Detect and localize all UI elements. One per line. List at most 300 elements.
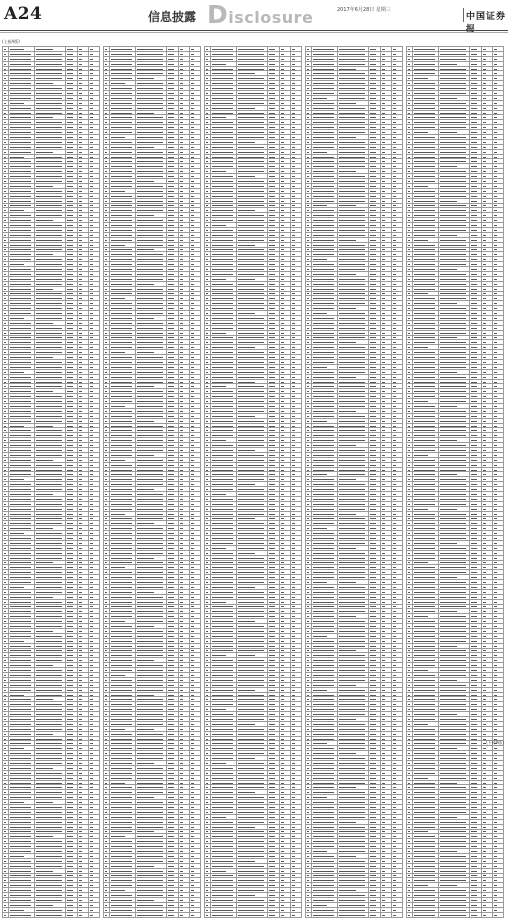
fine-print-text (36, 210, 62, 211)
fine-print-text (191, 421, 194, 422)
fine-print-text (4, 704, 6, 705)
fine-print-text (67, 807, 73, 808)
fine-print-text (180, 470, 183, 471)
fine-print-text (168, 900, 174, 901)
fine-print-text (180, 88, 183, 89)
fine-print-text (10, 274, 31, 275)
fine-print-text (168, 567, 174, 568)
fine-print-text (168, 93, 174, 94)
fine-print-text (281, 132, 284, 133)
fine-print-text (79, 719, 82, 720)
fine-print-text (105, 890, 107, 891)
fine-print-text (67, 78, 73, 79)
fine-print-text (111, 132, 132, 133)
fine-print-text (10, 337, 31, 338)
fine-print-text (191, 875, 194, 876)
fine-print-text (90, 426, 93, 427)
fine-print-text (111, 186, 132, 187)
fine-print-text (238, 78, 264, 79)
fine-print-text (79, 465, 82, 466)
fine-print-text (36, 69, 62, 70)
fine-print-text (67, 514, 73, 515)
fine-print-text (191, 880, 194, 881)
fine-print-text (292, 171, 295, 172)
fine-print-text (36, 416, 62, 417)
fine-print-text (111, 504, 132, 505)
fine-print-text (191, 54, 194, 55)
fine-print-text (79, 626, 82, 627)
fine-print-text (67, 812, 73, 813)
fine-print-text (67, 895, 73, 896)
fine-print-text (90, 69, 93, 70)
fine-print-text (4, 514, 6, 515)
fine-print-text (10, 181, 31, 182)
fine-print-text (168, 602, 174, 603)
fine-print-text (90, 274, 93, 275)
fine-print-text (111, 597, 132, 598)
fine-print-text (180, 792, 183, 793)
fine-print-text (79, 367, 82, 368)
fine-print-text (10, 196, 31, 197)
fine-print-text (10, 440, 31, 441)
fine-print-text (180, 567, 183, 568)
fine-print-text (10, 59, 31, 60)
fine-print-text (36, 440, 62, 441)
fine-print-text (168, 269, 174, 270)
fine-print-text (111, 137, 125, 138)
fine-print-text (36, 382, 62, 383)
fine-print-text (269, 73, 275, 74)
fine-print-text (105, 724, 107, 725)
fine-print-text (36, 685, 62, 686)
fine-print-text (67, 533, 73, 534)
fine-print-text (79, 137, 82, 138)
fine-print-text (105, 768, 107, 769)
fine-print-text (67, 871, 73, 872)
fine-print-text (10, 426, 24, 427)
fine-print-text (111, 714, 132, 715)
fine-print-text (105, 709, 107, 710)
fine-print-text (191, 396, 194, 397)
fine-print-text (168, 548, 174, 549)
fine-print-text (90, 108, 93, 109)
fine-print-text (180, 152, 183, 153)
fine-print-text (180, 98, 183, 99)
fine-print-text (67, 611, 73, 612)
fine-print-text (137, 337, 163, 338)
fine-print-text (206, 73, 208, 74)
fine-print-text (10, 166, 31, 167)
fine-print-text (238, 98, 264, 99)
fine-print-text (191, 342, 194, 343)
fine-print-text (206, 98, 208, 99)
fine-print-text (180, 836, 183, 837)
fine-print-text (137, 377, 163, 378)
fine-print-text (180, 269, 183, 270)
fine-print-text (105, 137, 107, 138)
fine-print-text (36, 303, 62, 304)
fine-print-text (137, 166, 163, 167)
fine-print-text (90, 127, 93, 128)
fine-print-text (10, 807, 31, 808)
fine-print-text (67, 401, 73, 402)
fine-print-text (111, 606, 132, 607)
fine-print-text (67, 318, 73, 319)
fine-print-text (67, 323, 73, 324)
fine-print-text (105, 773, 107, 774)
fine-print-text (4, 670, 6, 671)
fine-print-text (79, 572, 82, 573)
fine-print-text (191, 59, 194, 60)
fine-print-text (168, 533, 174, 534)
fine-print-text (79, 509, 82, 510)
fine-print-text (168, 225, 174, 226)
fine-print-text (292, 83, 295, 84)
fine-print-text (67, 915, 73, 916)
fine-print-text (4, 406, 6, 407)
fine-print-text (90, 259, 93, 260)
fine-print-text (10, 254, 31, 255)
fine-print-text (67, 861, 73, 862)
fine-print-text (36, 264, 62, 265)
fine-print-text (36, 660, 62, 661)
fine-print-text (137, 171, 163, 172)
fine-print-text (4, 328, 6, 329)
fine-print-text (111, 147, 132, 148)
fine-print-text (137, 235, 163, 236)
fine-print-text (111, 660, 132, 661)
fine-print-text (105, 254, 107, 255)
fine-print-text (180, 905, 183, 906)
fine-print-text (111, 117, 132, 118)
fine-print-text (111, 871, 132, 872)
fine-print-text (79, 636, 82, 637)
fine-print-text (67, 455, 73, 456)
fine-print-text (168, 132, 174, 133)
fine-print-text (180, 660, 183, 661)
fine-print-text (137, 245, 163, 246)
fine-print-text (10, 567, 31, 568)
fine-print-text (137, 748, 163, 749)
fine-print-text (191, 382, 194, 383)
fine-print-text (105, 621, 107, 622)
fine-print-text (105, 73, 107, 74)
fine-print-text (137, 602, 163, 603)
fine-print-text (137, 191, 163, 192)
fine-print-text (36, 655, 62, 656)
fine-print-text (180, 822, 183, 823)
fine-print-text (67, 259, 73, 260)
fine-print-text (137, 846, 163, 847)
fine-print-text (90, 323, 93, 324)
fine-print-text (111, 411, 132, 412)
fine-print-text (105, 866, 107, 867)
fine-print-text (105, 411, 107, 412)
fine-print-text (79, 396, 82, 397)
fine-print-text (212, 78, 233, 79)
fine-print-text (238, 73, 255, 74)
fine-print-text (36, 166, 62, 167)
fine-print-text (180, 880, 183, 881)
fine-print-text (67, 333, 73, 334)
fine-print-text (90, 201, 93, 202)
fine-print-text (90, 890, 93, 891)
fine-print-text (191, 49, 194, 50)
fine-print-text (36, 533, 62, 534)
fine-print-text (191, 871, 194, 872)
fine-print-text (180, 372, 183, 373)
fine-print-text (137, 871, 163, 872)
fine-print-text (238, 103, 264, 104)
fine-print-text (67, 83, 73, 84)
fine-print-text (180, 831, 183, 832)
fine-print-text (206, 49, 208, 50)
fine-print-text (4, 333, 6, 334)
fine-print-text (90, 303, 93, 304)
fine-print-text (180, 132, 183, 133)
fine-print-text (206, 69, 208, 70)
fine-print-text (111, 191, 125, 192)
fine-print-text (10, 743, 31, 744)
fine-print-text (105, 59, 107, 60)
fine-print-text (168, 905, 174, 906)
fine-print-text (180, 538, 183, 539)
fine-print-text (137, 220, 163, 221)
fine-print-text (180, 646, 183, 647)
fine-print-text (191, 426, 194, 427)
fine-print-text (36, 474, 62, 475)
fine-print-text (206, 137, 208, 138)
fine-print-text (4, 567, 6, 568)
fine-print-text (90, 352, 93, 353)
fine-print-text (168, 435, 174, 436)
fine-print-text (90, 435, 93, 436)
fine-print-text (191, 606, 194, 607)
fine-print-text (79, 372, 82, 373)
fine-print-text (67, 215, 73, 216)
fine-print-text (168, 421, 174, 422)
fine-print-text (36, 553, 62, 554)
fine-print-text (79, 577, 82, 578)
fine-print-text (206, 103, 208, 104)
fine-print-text (191, 470, 194, 471)
fine-print-text (238, 108, 255, 109)
fine-print-text (67, 729, 73, 730)
fine-print-text (111, 421, 132, 422)
fine-print-text (180, 382, 183, 383)
fine-print-text (10, 616, 31, 617)
fine-print-text (10, 259, 31, 260)
fine-print-text (105, 567, 107, 568)
fine-print-text (180, 259, 183, 260)
fine-print-text (10, 890, 31, 891)
fine-print-text (36, 377, 62, 378)
fine-print-text (10, 670, 31, 671)
fine-print-text (180, 450, 183, 451)
fine-print-text (79, 59, 82, 60)
fine-print-text (10, 88, 31, 89)
fine-print-text (180, 284, 183, 285)
fine-print-text (137, 450, 163, 451)
fine-print-text (137, 773, 163, 774)
fine-print-text (79, 411, 82, 412)
fine-print-text (4, 753, 6, 754)
fine-print-text (10, 724, 31, 725)
fine-print-text (191, 558, 194, 559)
fine-print-text (4, 650, 6, 651)
fine-print-text (90, 474, 93, 475)
fine-print-text (10, 509, 31, 510)
fine-print-text (90, 636, 93, 637)
fine-print-text (191, 64, 194, 65)
fine-print-text (137, 78, 154, 79)
fine-print-text (36, 636, 62, 637)
fine-print-text (36, 479, 62, 480)
fine-print-text (4, 147, 6, 148)
fine-print-text (191, 391, 194, 392)
fine-print-text (67, 528, 73, 529)
fine-print-text (212, 176, 233, 177)
fine-print-text (191, 181, 194, 182)
fine-print-text (212, 117, 226, 118)
fine-print-text (4, 474, 6, 475)
fine-print-text (10, 685, 31, 686)
fine-print-text (212, 59, 233, 60)
fine-print-text (36, 675, 62, 676)
fine-print-text (105, 426, 107, 427)
fine-print-text (90, 562, 93, 563)
fine-print-text (111, 582, 132, 583)
fine-print-text (90, 719, 93, 720)
fine-print-text (67, 201, 73, 202)
fine-print-text (168, 367, 174, 368)
fine-print-text (191, 650, 194, 651)
fine-print-text (10, 626, 31, 627)
fine-print-text (90, 572, 93, 573)
fine-print-text (4, 396, 6, 397)
fine-print-text (180, 127, 183, 128)
fine-print-text (111, 890, 125, 891)
fine-print-text (180, 499, 183, 500)
fine-print-text (90, 690, 93, 691)
fine-print-text (111, 699, 132, 700)
fine-print-text (137, 812, 163, 813)
fine-print-text (36, 147, 62, 148)
fine-print-text (212, 171, 226, 172)
fine-print-text (191, 695, 194, 696)
fine-print-text (137, 587, 163, 588)
fine-print-text (180, 670, 183, 671)
fine-print-text (137, 210, 163, 211)
fine-print-text (111, 812, 132, 813)
fine-print-text (111, 157, 132, 158)
fine-print-text (10, 113, 31, 114)
fine-print-text (4, 54, 6, 55)
fine-print-text (90, 479, 93, 480)
fine-print-text (4, 739, 6, 740)
fine-print-text (36, 269, 62, 270)
fine-print-text (180, 201, 183, 202)
fine-print-text (36, 406, 62, 407)
fine-print-text (10, 435, 31, 436)
fine-print-text (36, 122, 62, 123)
fine-print-text (191, 264, 194, 265)
fine-print-text (4, 499, 6, 500)
fine-print-text (79, 778, 82, 779)
fine-print-text (111, 822, 132, 823)
fine-print-text (67, 421, 73, 422)
fine-print-text (168, 646, 174, 647)
fine-print-text (238, 59, 264, 60)
fine-print-text (36, 245, 62, 246)
fine-print-text (67, 357, 73, 358)
fine-print-text (111, 553, 132, 554)
fine-print-text (105, 665, 107, 666)
fine-print-text (4, 528, 6, 529)
fine-print-text (111, 831, 132, 832)
fine-print-text (67, 758, 73, 759)
fine-print-text (111, 93, 132, 94)
fine-print-text (4, 910, 6, 911)
fine-print-text (90, 616, 93, 617)
fine-print-text (137, 807, 163, 808)
fine-print-text (269, 117, 275, 118)
fine-print-text (4, 205, 6, 206)
fine-print-text (105, 685, 107, 686)
fine-print-text (180, 210, 183, 211)
fine-print-text (105, 161, 107, 162)
fine-print-text (36, 161, 62, 162)
fine-print-text (4, 484, 6, 485)
fine-print-text (168, 562, 174, 563)
fine-print-text (111, 445, 132, 446)
fine-print-text (79, 220, 82, 221)
fine-print-text (137, 259, 163, 260)
fine-print-text (180, 313, 183, 314)
fine-print-text (180, 851, 183, 852)
fine-print-text (36, 827, 62, 828)
fine-print-text (111, 298, 125, 299)
fine-print-text (292, 132, 295, 133)
fine-print-text (281, 176, 284, 177)
fine-print-text (67, 225, 73, 226)
fine-print-text (180, 528, 183, 529)
fine-print-text (90, 181, 93, 182)
fine-print-text (79, 440, 82, 441)
fine-print-text (105, 416, 107, 417)
fine-print-text (111, 318, 132, 319)
fine-print-text (36, 445, 62, 446)
fine-print-text (79, 181, 82, 182)
fine-print-text (137, 567, 163, 568)
fine-print-text (79, 827, 82, 828)
fine-print-text (4, 611, 6, 612)
fine-print-text (10, 695, 24, 696)
fine-print-text (206, 64, 208, 65)
fine-print-text (79, 871, 82, 872)
fine-print-text (10, 279, 31, 280)
fine-print-text (67, 822, 73, 823)
fine-print-text (168, 558, 174, 559)
fine-print-text (111, 773, 132, 774)
fine-print-text (36, 186, 53, 187)
fine-print-text (180, 734, 183, 735)
fine-print-text (67, 685, 73, 686)
fine-print-text (10, 372, 24, 373)
fine-print-text (36, 362, 62, 363)
fine-print-text (212, 157, 233, 158)
fine-print-text (4, 778, 6, 779)
